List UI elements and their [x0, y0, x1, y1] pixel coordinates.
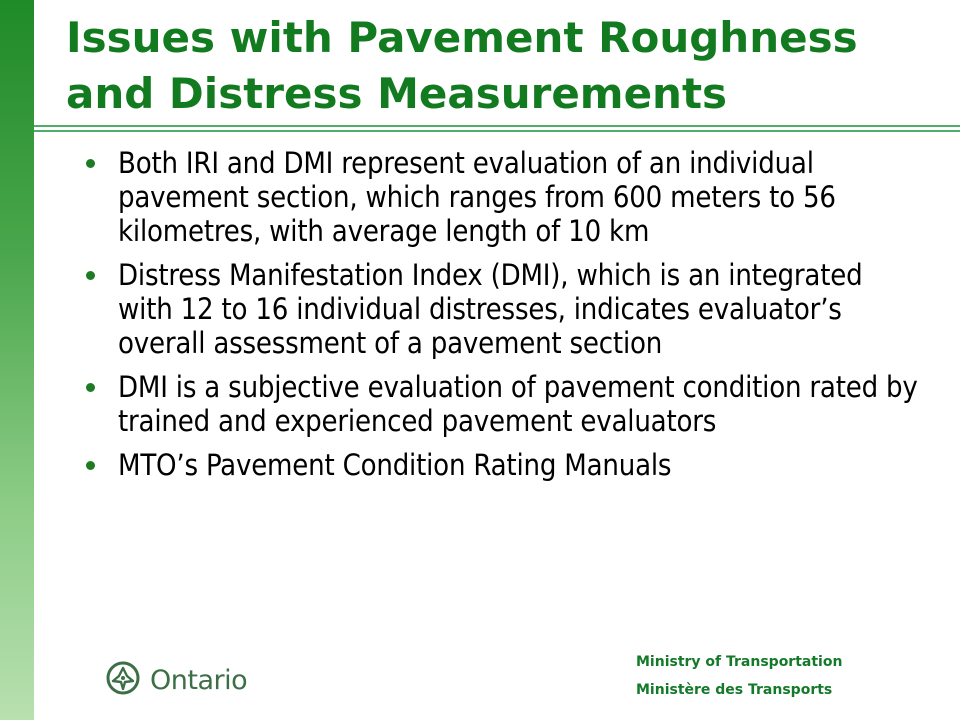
ontario-trillium-icon — [106, 661, 140, 699]
bullet-dot-icon — [86, 461, 95, 470]
bullet-item — [82, 370, 922, 438]
logo-wordmark: Ontario — [150, 664, 248, 696]
bullet-text: MTO’s Pavement Condition Rating Manuals — [118, 448, 672, 482]
title-divider-top — [34, 125, 960, 127]
bullet-item — [82, 258, 922, 360]
ontario-logo — [106, 660, 247, 700]
ministry-name-en: Ministry of Transportation — [636, 654, 843, 670]
bullet-list — [82, 146, 922, 492]
bullet-dot-icon — [86, 271, 95, 280]
bullet-dot-icon — [86, 383, 95, 392]
bullet-dot-icon — [86, 159, 95, 168]
title-divider-bottom — [34, 130, 960, 132]
slide-title: Issues with Pavement Roughness and Distress Measurements — [66, 13, 858, 118]
bullet-text: Distress Manifestation Index (DMI), which is an integrated with 12 to 16 individual distresses, indicates evaluator’s overall assessment of a pavement section — [118, 258, 863, 360]
ministry-name-fr: Ministère des Transports — [636, 682, 833, 698]
side-accent-bar — [0, 0, 34, 720]
bullet-item — [82, 448, 922, 482]
bullet-text: DMI is a subjective evaluation of pavement condition rated by trained and experienced pavement evaluators — [118, 370, 918, 438]
ministry-name — [636, 648, 936, 704]
bullet-item — [82, 146, 922, 248]
bullet-text: Both IRI and DMI represent evaluation of an individual pavement section, which ranges from 600 meters to 56 kilometres, with average length of 10 km — [118, 146, 836, 248]
